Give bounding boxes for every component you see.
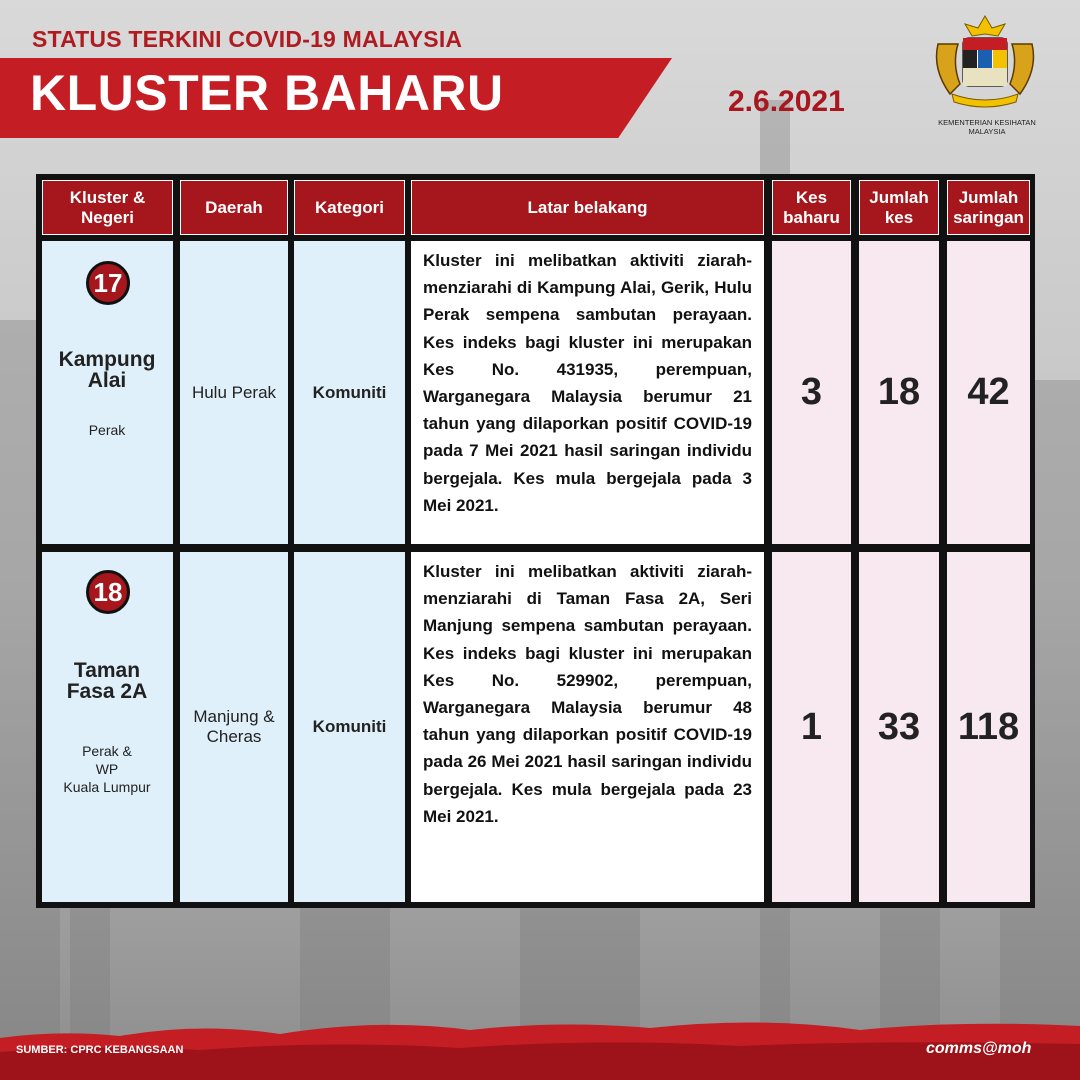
source-note: SUMBER: CPRC KEBANGSAAN — [16, 1044, 184, 1056]
header — [0, 0, 1080, 150]
report-date: 2.6.2021 — [728, 85, 845, 118]
kes-baharu-cell: 1 — [772, 552, 851, 902]
col-header-kategori: Kategori — [294, 180, 405, 235]
latar-cell: Kluster ini melibatkan aktiviti ziarah-menziarahi di Taman Fasa 2A, Seri Manjung sempena sambutan perayaan. Kes indeks bagi kluster ini merupakan Kes No. 529902, perempuan, Warganegara Malaysia berumur 48 tahun yang dilaporkan positif COVID-19 pada 26 Mei 2021 hasil saringan individu bergejala. Kes mula bergejala pada 23 Mei 2021. — [411, 552, 764, 902]
coat-of-arms-icon — [930, 14, 1040, 114]
cluster-table — [36, 174, 1035, 908]
col-header-kluster: Kluster & Negeri — [42, 180, 173, 235]
brand-handle: comms@moh — [926, 1040, 1032, 1057]
cluster-name: Kampung Alai — [58, 348, 156, 392]
jumlah-saringan-cell: 42 — [947, 241, 1030, 544]
col-header-latar: Latar belakang — [411, 180, 764, 235]
jumlah-saringan-cell: 118 — [947, 552, 1030, 902]
cluster-number-badge: 17 — [86, 261, 130, 305]
cluster-number-badge: 18 — [86, 570, 130, 614]
ministry-name: KEMENTERIAN KESIHATAN MALAYSIA — [938, 118, 1036, 136]
table-row-cluster-cell — [42, 241, 173, 544]
cluster-name: Taman Fasa 2A — [66, 659, 148, 703]
jumlah-kes-cell: 33 — [859, 552, 939, 902]
daerah-cell: Hulu Perak — [180, 241, 288, 544]
col-header-daerah: Daerah — [180, 180, 288, 235]
jumlah-kes-cell: 18 — [859, 241, 939, 544]
page-title: KLUSTER BAHARU — [30, 65, 504, 121]
latar-cell: Kluster ini melibatkan aktiviti ziarah-menziarahi di Kampung Alai, Gerik, Hulu Perak sempena sambutan perayaan. Kes indeks bagi kluster ini merupakan Kes No. 431935, perempuan, Warganegara Malaysia berumur 21 tahun yang dilaporkan positif COVID-19 pada 7 Mei 2021 hasil saringan individu bergejala. Kes mula bergejala pada 3 Mei 2021. — [411, 241, 764, 544]
col-header-jumlah-kes: Jumlah kes — [859, 180, 939, 235]
cluster-state: Perak & WP Kuala Lumpur — [63, 743, 151, 795]
kes-baharu-cell: 3 — [772, 241, 851, 544]
col-header-kes-baharu: Kes baharu — [772, 180, 851, 235]
cluster-state: Perak — [88, 422, 126, 438]
kategori-cell: Komuniti — [294, 552, 405, 902]
footer-paint-splash — [0, 1000, 1080, 1080]
subtitle: STATUS TERKINI COVID-19 MALAYSIA — [32, 26, 463, 52]
daerah-cell: Manjung & Cheras — [180, 552, 288, 902]
col-header-jumlah-saringan: Jumlah saringan — [947, 180, 1030, 235]
kategori-cell: Komuniti — [294, 241, 405, 544]
table-row-cluster-cell — [42, 552, 173, 902]
